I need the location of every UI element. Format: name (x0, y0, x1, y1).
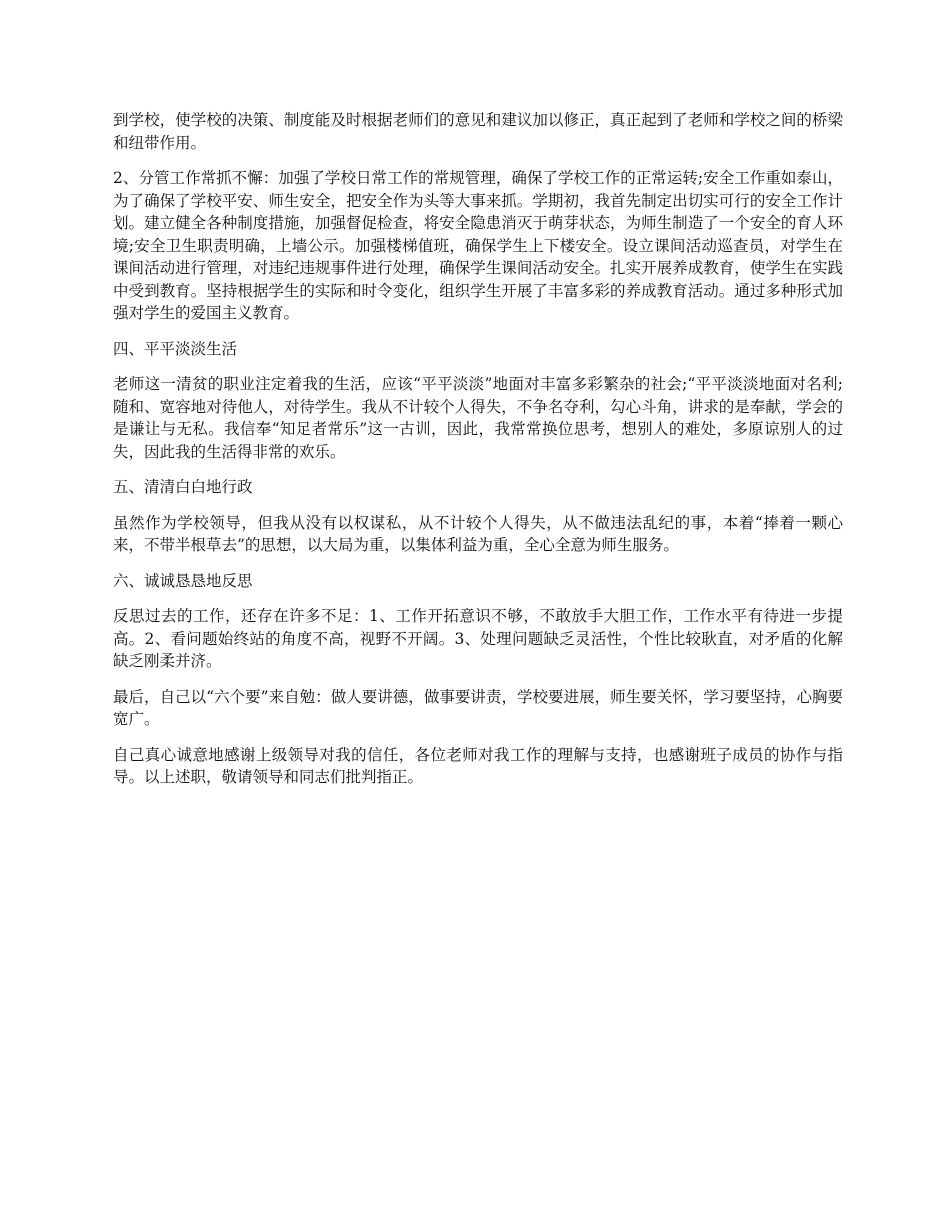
document-body (113, 109, 843, 802)
section-heading-4: 四、平平淡淡生活 (113, 339, 238, 358)
paragraph-clean-administration: 虽然作为学校领导，但我从没有以权谋私，从不计较个人得失，从不做违法乱纪的事，本着“捧着一颗心来，不带半根草去”的思想，以大局为重，以集体利益为重，全心全意为师生服务。 (113, 513, 843, 554)
paragraph-six-musts: 最后，自己以“六个要”来自勉：做人要讲德，做事要讲责，学校要进展，师生要关怀，学习要坚持，心胸要宽广。 (113, 687, 843, 728)
paragraph-liaison-role: 到学校，使学校的决策、制度能及时根据老师们的意见和建议加以修正，真正起到了老师和学校之间的桥梁和纽带作用。 (113, 111, 843, 152)
paragraph-safety-management: 2、分管工作常抓不懈：加强了学校日常工作的常规管理，确保了学校工作的正常运转;安全工作重如泰山，为了确保了学校平安、师生安全，把安全作为头等大事来抓。学期初，我首先制定出切实可行的安全工作计划。建立健全各种制度措施，加强督促检查，将安全隐患消灭于萌芽状态，为师生制造了一个安全的育人环境;安全卫生职责明确，上墙公示。加强楼梯值班，确保学生上下楼安全。设立课间活动巡查员，对学生在课间活动进行管理，对违纪违规事件进行处理，确保学生课间活动安全。扎实开展养成教育，使学生在实践中受到教育。坚持根据学生的实际和时令变化，组织学生开展了丰富多彩的养成教育活动。通过多种形式加强对学生的爱国主义教育。 (113, 169, 843, 322)
paragraph-closing-thanks: 自己真心诚意地感谢上级领导对我的信任，各位老师对我工作的理解与支持，也感谢班子成员的协作与指导。以上述职，敬请领导和同志们批判指正。 (113, 745, 843, 786)
section-heading-5: 五、清清白白地行政 (113, 478, 253, 496)
paragraph-reflection: 反思过去的工作，还存在许多不足：1、工作开拓意识不够，不敢放手大胆工作，工作水平有待进一步提高。2、看问题始终站的角度不高，视野不开阔。3、处理问题缺乏灵活性，个性比较耿直，对矛盾的化解缺乏刚柔并济。 (113, 607, 843, 670)
paragraph-simple-life: 老师这一清贫的职业注定着我的生活，应该“平平淡淡”地面对丰富多彩繁杂的社会;“平平淡淡地面对名利;随和、宽容地对待他人，对待学生。我从不计较个人得失，不争名夺利，勾心斗角，讲求的是奉献，学会的是谦让与无私。我信奉“知足者常乐”这一古训，因此，我常常换位思考，想别人的难处，多原谅别人的过失，因此我的生活得非常的欢乐。 (113, 375, 843, 461)
section-heading-6: 六、诚诚恳恳地反思 (113, 571, 253, 590)
